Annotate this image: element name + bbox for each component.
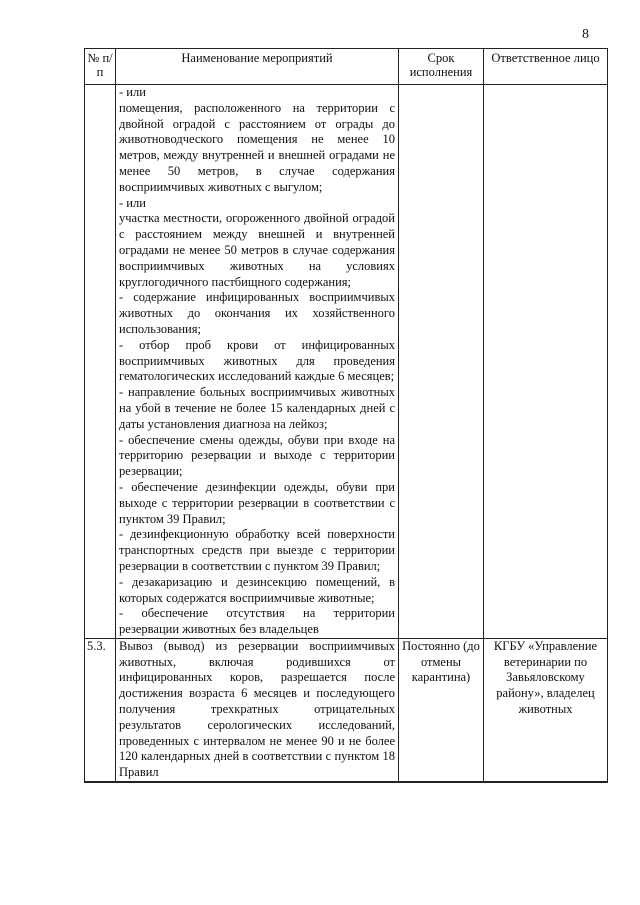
cell-term bbox=[399, 85, 484, 639]
cell-num bbox=[85, 85, 116, 639]
header-name: Наименование мероприятий bbox=[116, 49, 399, 85]
list-item: - направление больных восприимчивых животных на убой в течение не более 15 календарных дней с даты установления диагноза на лейкоз; bbox=[119, 385, 395, 431]
list-item: - дезакаризацию и дезинсекцию помещений, в которых содержатся восприимчивые животные; bbox=[119, 574, 395, 605]
list-item: - обеспечение дезинфекции одежды, обуви при выходе с территории резервации в соответствии с пунктом 39 Правил; bbox=[119, 479, 395, 526]
list-item: - или bbox=[119, 85, 146, 99]
header-num: № п/п bbox=[85, 49, 116, 85]
list-item: - обеспечение смены одежды, обуви при входе на территорию резервации и выходе с территории резервации; bbox=[119, 432, 395, 479]
list-item: - дезинфекционную обработку всей поверхности транспортных средств при выезде с территории резервации в соответствии с пунктом 39 Правил; bbox=[119, 527, 395, 573]
list-item: - содержание инфицированных восприимчивых животных до окончания их хозяйственного использования; bbox=[119, 290, 395, 336]
list-item: - обеспечение отсутствия на территории резервации животных без владельцев bbox=[119, 606, 395, 637]
events-table bbox=[84, 48, 608, 783]
table-row bbox=[85, 638, 608, 782]
cell-responsible bbox=[484, 85, 608, 639]
list-item: - или bbox=[119, 195, 146, 210]
header-responsible: Ответственное лицо bbox=[484, 49, 608, 85]
list-item: участка местности, огороженного двойной оградой с расстоянием между внешней и внутренней оградами не менее 50 метров в случае содержания восприимчивых животных на условиях круглогодичного пастбищного содержания; bbox=[119, 211, 395, 289]
table-header-row bbox=[85, 49, 608, 85]
cell-name bbox=[116, 85, 399, 639]
cell-num: 5.3. bbox=[85, 638, 116, 782]
cell-term: Постоянно (до отмены карантина) bbox=[399, 638, 484, 782]
cell-responsible: КГБУ «Управление ветеринарии по Завьяловскому району», владелец животных bbox=[484, 638, 608, 782]
page-number: 8 bbox=[582, 27, 589, 42]
measures-list bbox=[116, 85, 398, 638]
list-item: помещения, расположенного на территории с двойной оградой с расстоянием от ограды до животноводческого помещения не менее 10 метров, между внутренней и внешней оградами не менее 50 метров, в случае содержания восприимчивых животных с выгулом; bbox=[119, 100, 395, 194]
header-term: Срок исполнения bbox=[399, 49, 484, 85]
list-item: - отбор проб крови от инфицированных восприимчивых животных для проведения гематологических исследований каждые 6 месяцев; bbox=[119, 337, 395, 384]
table-row bbox=[85, 85, 608, 639]
cell-name: Вывоз (вывод) из резервации восприимчивых животных, включая родившихся от инфицированных коров, разрешается после достижения возраста 6 месяцев и последующего получения трехкратных отрицательных результатов серологических исследований, проведенных с интервалом не менее 90 и не более 120 календарных дней в соответствии с пунктом 18 Правил bbox=[116, 638, 399, 782]
